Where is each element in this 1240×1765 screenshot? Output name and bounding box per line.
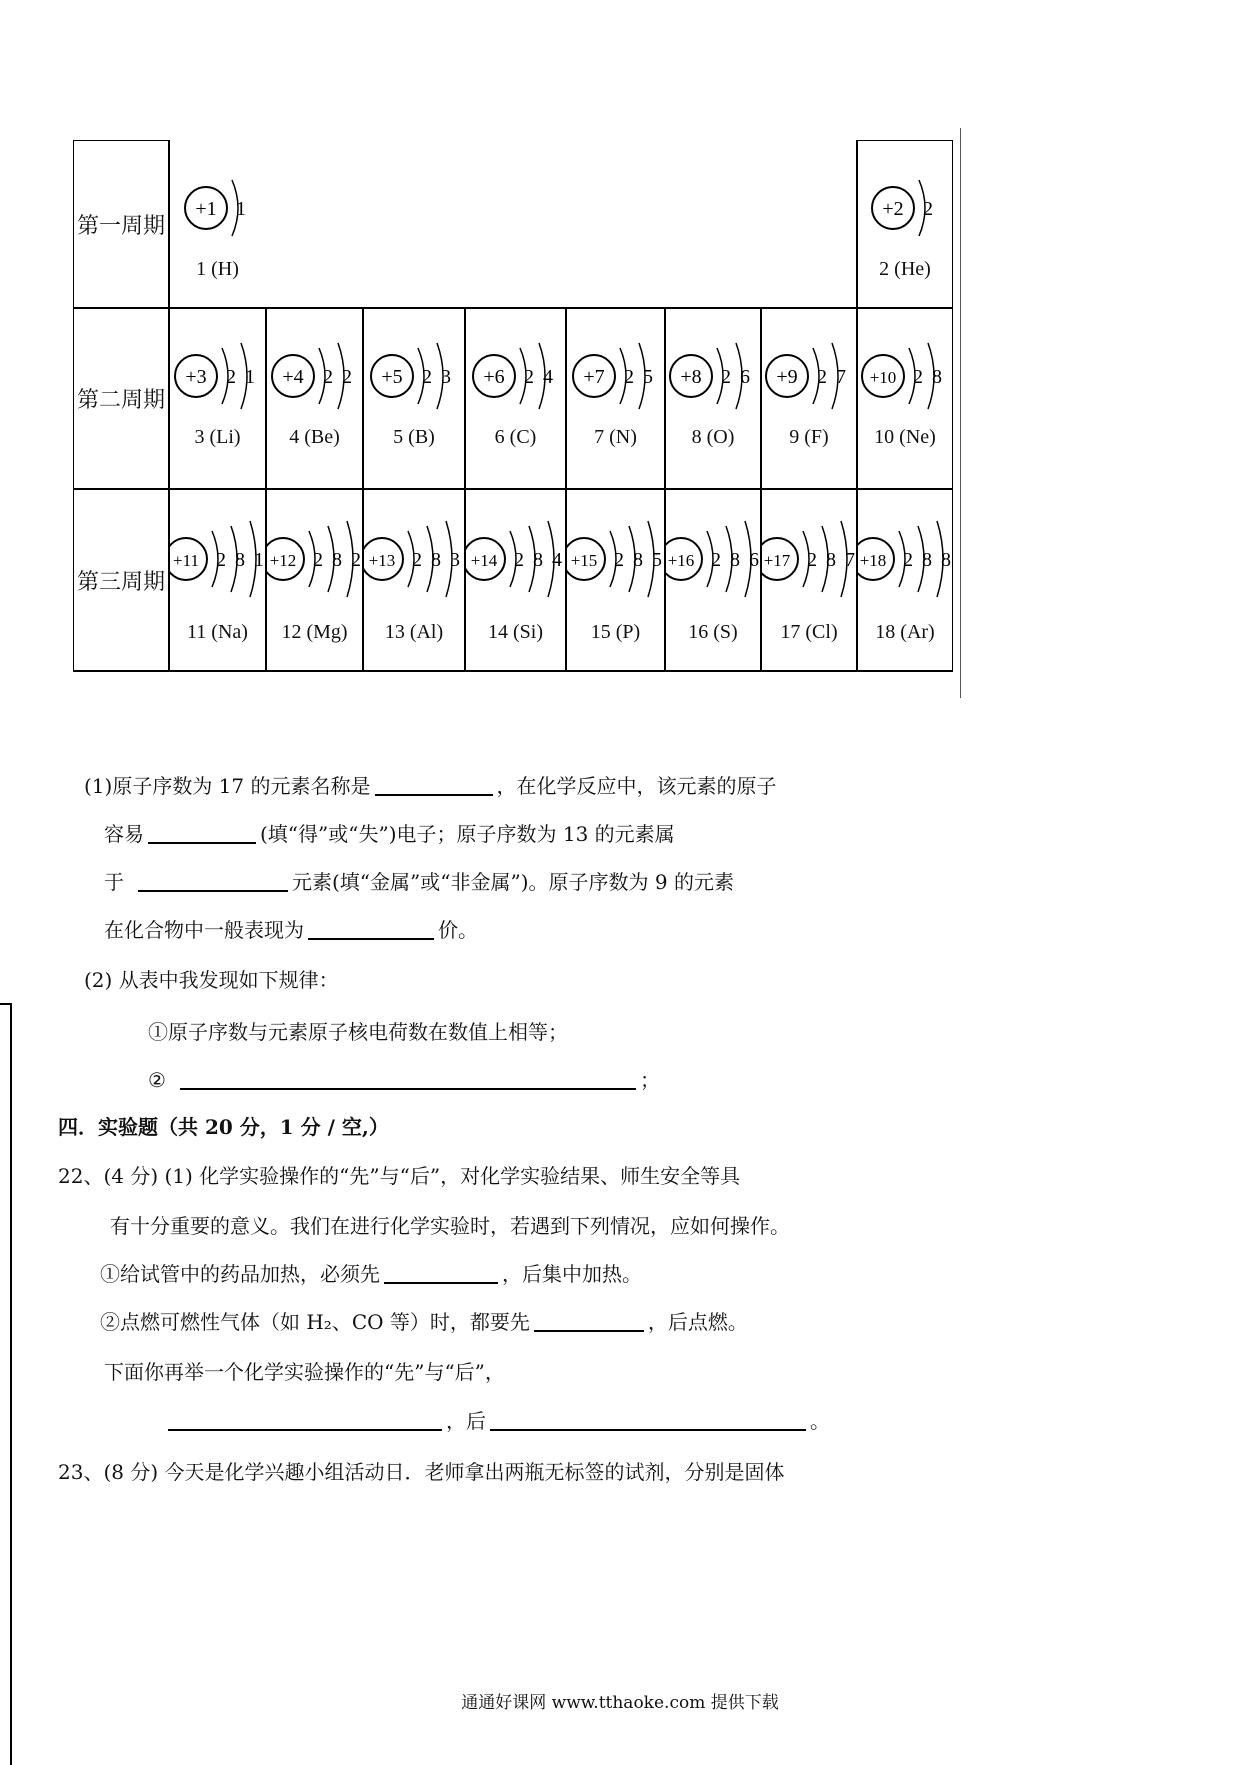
nuclear-charge: +15	[570, 551, 598, 570]
shell-electron-count: 6	[749, 549, 759, 571]
element-label: 2 (He)	[879, 258, 931, 280]
q22-text: 。	[810, 1409, 830, 1433]
shell-electron-count: 2	[817, 366, 827, 388]
element-cell	[665, 489, 761, 671]
nuclear-charge: +12	[269, 551, 297, 570]
element-label: 15 (P)	[590, 621, 641, 643]
element-cell	[566, 308, 665, 489]
nuclear-charge: +10	[869, 368, 897, 387]
q21-line-1	[84, 776, 777, 796]
q22-line-5: 下面你再举一个化学实验操作的“先”与“后”，	[104, 1360, 505, 1384]
shell-electron-count: 2	[342, 366, 352, 388]
left-binding-frame	[0, 1003, 12, 1765]
q22-line-6	[168, 1411, 830, 1431]
answer-blank-element-17[interactable]	[375, 776, 493, 796]
shell-electron-count: 8	[922, 549, 932, 571]
q21-text: ②	[148, 1068, 166, 1092]
shell-electron-count: 5	[652, 549, 662, 571]
q22-text: ，后点燃。	[647, 1310, 748, 1334]
q21-text: 价。	[438, 918, 478, 942]
q21-text: (填“得”或“失”)电子；原子序数为 13 的元素属	[260, 822, 675, 846]
q22-text: ①给试管中的药品加热，必须先	[100, 1262, 380, 1286]
q21-line-3	[104, 872, 734, 892]
q21-text: ，在化学反应中，该元素的原子	[496, 774, 777, 798]
shell-electron-count: 2	[351, 549, 361, 571]
section-4-heading: 四．实验题（共 20 分，1 分 / 空,）	[58, 1115, 389, 1139]
shell-electron-count: 8	[941, 549, 951, 571]
shell-electron-count: 2	[524, 366, 534, 388]
nuclear-charge: +3	[185, 366, 207, 388]
nuclear-charge: +17	[763, 551, 791, 570]
element-label: 17 (Cl)	[780, 621, 838, 643]
footer: 通通好课网 www.tthaoke.com 提供下载	[461, 1693, 779, 1713]
element-label: 13 (Al)	[384, 621, 444, 643]
period-3-label: 第三周期	[76, 569, 165, 595]
shell-electron-count: 2	[721, 366, 731, 388]
q21-text: 元素(填“金属”或“非金属”)。原子序数为 9 的元素	[292, 870, 734, 894]
shell-electron-count: 8	[235, 549, 245, 571]
nuclear-charge: +7	[583, 366, 605, 388]
shell-electron-count: 2	[913, 366, 923, 388]
element-cell	[857, 489, 953, 671]
q21-text: (1)原子序数为 17 的元素名称是	[84, 774, 371, 798]
atom-structure-diagram	[566, 308, 665, 489]
shell-electron-count: 4	[552, 549, 562, 571]
atom-structure-diagram	[857, 308, 953, 489]
q21-line-5: (2) 从表中我发现如下规律：	[84, 968, 339, 992]
q21-line-7	[148, 1070, 660, 1090]
shell-electron-count: 5	[643, 366, 653, 388]
shell-electron-count: 7	[845, 549, 855, 571]
period-1-label: 第一周期	[76, 213, 165, 239]
element-label: 6 (C)	[494, 426, 537, 448]
q21-line-2	[104, 824, 675, 844]
shell-electron-count: 6	[740, 366, 750, 388]
shell-electron-count: 8	[332, 549, 342, 571]
shell-electron-count: 2	[216, 549, 226, 571]
shell-electron-count: 2	[807, 549, 817, 571]
element-cell	[266, 489, 363, 671]
shell-electron-count: 2	[323, 366, 333, 388]
element-cell	[169, 140, 266, 308]
answer-blank-valence[interactable]	[308, 920, 434, 940]
element-label: 16 (S)	[688, 621, 738, 643]
shell-electron-count: 4	[543, 366, 553, 388]
nuclear-charge: +9	[776, 366, 798, 388]
element-cell	[363, 489, 465, 671]
element-label: 14 (Si)	[488, 621, 543, 643]
element-cell	[465, 308, 566, 489]
answer-blank-purity[interactable]	[534, 1312, 644, 1332]
shell-electron-count: 2	[514, 549, 524, 571]
shell-electron-count: 8	[932, 366, 942, 388]
shell-electron-count: 2	[412, 549, 422, 571]
element-label: 8 (O)	[691, 426, 735, 448]
answer-blank-rule[interactable]	[180, 1070, 636, 1090]
element-cell	[169, 308, 266, 489]
shell-electron-count: 2	[614, 549, 624, 571]
element-label: 11 (Na)	[187, 621, 248, 643]
shell-electron-count: 2	[226, 366, 236, 388]
shell-electron-count: 1	[236, 198, 246, 220]
nuclear-charge: +6	[483, 366, 505, 388]
q22-line-4	[100, 1312, 748, 1332]
q21-text: 在化合物中一般表现为	[104, 918, 304, 942]
atom-structure-diagram	[465, 308, 566, 489]
shell-electron-count: 8	[533, 549, 543, 571]
nuclear-charge: +18	[859, 551, 887, 570]
nuclear-charge: +14	[470, 551, 498, 570]
nuclear-charge: +8	[680, 366, 702, 388]
element-label: 3 (Li)	[194, 426, 241, 448]
shell-electron-count: 2	[313, 549, 323, 571]
shell-electron-count: 2	[903, 549, 913, 571]
q23-line-1: 23、(8 分) 今天是化学兴趣小组活动日．老师拿出两瓶无标签的试剂，分别是固体	[58, 1460, 785, 1484]
shell-electron-count: 2	[923, 198, 933, 220]
element-cell	[857, 308, 953, 489]
element-cell	[169, 489, 266, 671]
atom-structure-diagram	[266, 308, 363, 489]
periodic-table	[73, 140, 953, 672]
q21-text: 容易	[104, 822, 144, 846]
shell-electron-count: 2	[711, 549, 721, 571]
answer-blank-metal[interactable]	[138, 872, 288, 892]
q22-text: ②点燃可燃性气体（如 H₂、CO 等）时，都要先	[100, 1310, 530, 1334]
element-cell	[761, 308, 857, 489]
atom-structure-diagram	[761, 308, 857, 489]
shell-electron-count: 8	[633, 549, 643, 571]
q22-text: ，后	[446, 1409, 486, 1433]
atom-structure-diagram	[857, 140, 953, 308]
answer-blank-then[interactable]	[490, 1411, 806, 1431]
q22-line-1: 22、(4 分) (1) 化学实验操作的“先”与“后”，对化学实验结果、师生安全等具	[58, 1164, 741, 1188]
element-label: 4 (Be)	[289, 426, 340, 448]
shell-electron-count: 7	[836, 366, 846, 388]
shell-electron-count: 1	[245, 366, 255, 388]
q21-line-4	[104, 920, 478, 940]
shell-electron-count: 8	[431, 549, 441, 571]
nuclear-charge: +1	[195, 198, 217, 220]
element-label: 10 (Ne)	[874, 426, 936, 448]
q22-line-2: 有十分重要的意义。我们在进行化学实验时，若遇到下列情况，应如何操作。	[110, 1214, 790, 1238]
element-label: 9 (F)	[789, 426, 829, 448]
period-2-label: 第二周期	[76, 388, 165, 413]
margin-rule	[960, 128, 961, 698]
shell-electron-count: 8	[730, 549, 740, 571]
shell-electron-count: 3	[450, 549, 460, 571]
element-label: 5 (B)	[393, 426, 435, 448]
answer-blank-preheat[interactable]	[384, 1264, 498, 1284]
shell-electron-count: 8	[826, 549, 836, 571]
nuclear-charge: +5	[381, 366, 403, 388]
answer-blank-first[interactable]	[168, 1411, 442, 1431]
q21-text: 于	[104, 870, 124, 894]
shell-electron-count: 1	[254, 549, 264, 571]
element-label: 1 (H)	[196, 258, 239, 280]
element-cell	[566, 489, 665, 671]
shell-electron-count: 2	[624, 366, 634, 388]
element-label: 7 (N)	[594, 426, 637, 448]
element-cell	[465, 489, 566, 671]
q22-text: ，后集中加热。	[502, 1262, 642, 1286]
atom-structure-diagram	[665, 308, 761, 489]
element-cell	[761, 489, 857, 671]
shell-electron-count: 3	[441, 366, 451, 388]
atom-structure-diagram	[169, 308, 266, 489]
element-cell	[857, 140, 953, 308]
nuclear-charge: +16	[667, 551, 695, 570]
element-cell	[363, 308, 465, 489]
atom-structure-diagram	[169, 140, 266, 308]
shell-electron-count: 2	[422, 366, 432, 388]
q22-line-3	[100, 1264, 642, 1284]
element-label: 18 (Ar)	[875, 621, 935, 643]
element-cell	[266, 308, 363, 489]
q21-text: ；	[639, 1068, 660, 1092]
nuclear-charge: +11	[173, 551, 199, 570]
atom-structure-diagram	[363, 308, 465, 489]
element-cell	[665, 308, 761, 489]
q21-line-6: ①原子序数与元素原子核电荷数在数值上相等；	[148, 1020, 568, 1044]
nuclear-charge: +2	[882, 198, 904, 220]
nuclear-charge: +4	[282, 366, 304, 388]
nuclear-charge: +13	[368, 551, 396, 570]
answer-blank-gain-lose[interactable]	[148, 824, 256, 844]
element-label: 12 (Mg)	[281, 621, 348, 643]
